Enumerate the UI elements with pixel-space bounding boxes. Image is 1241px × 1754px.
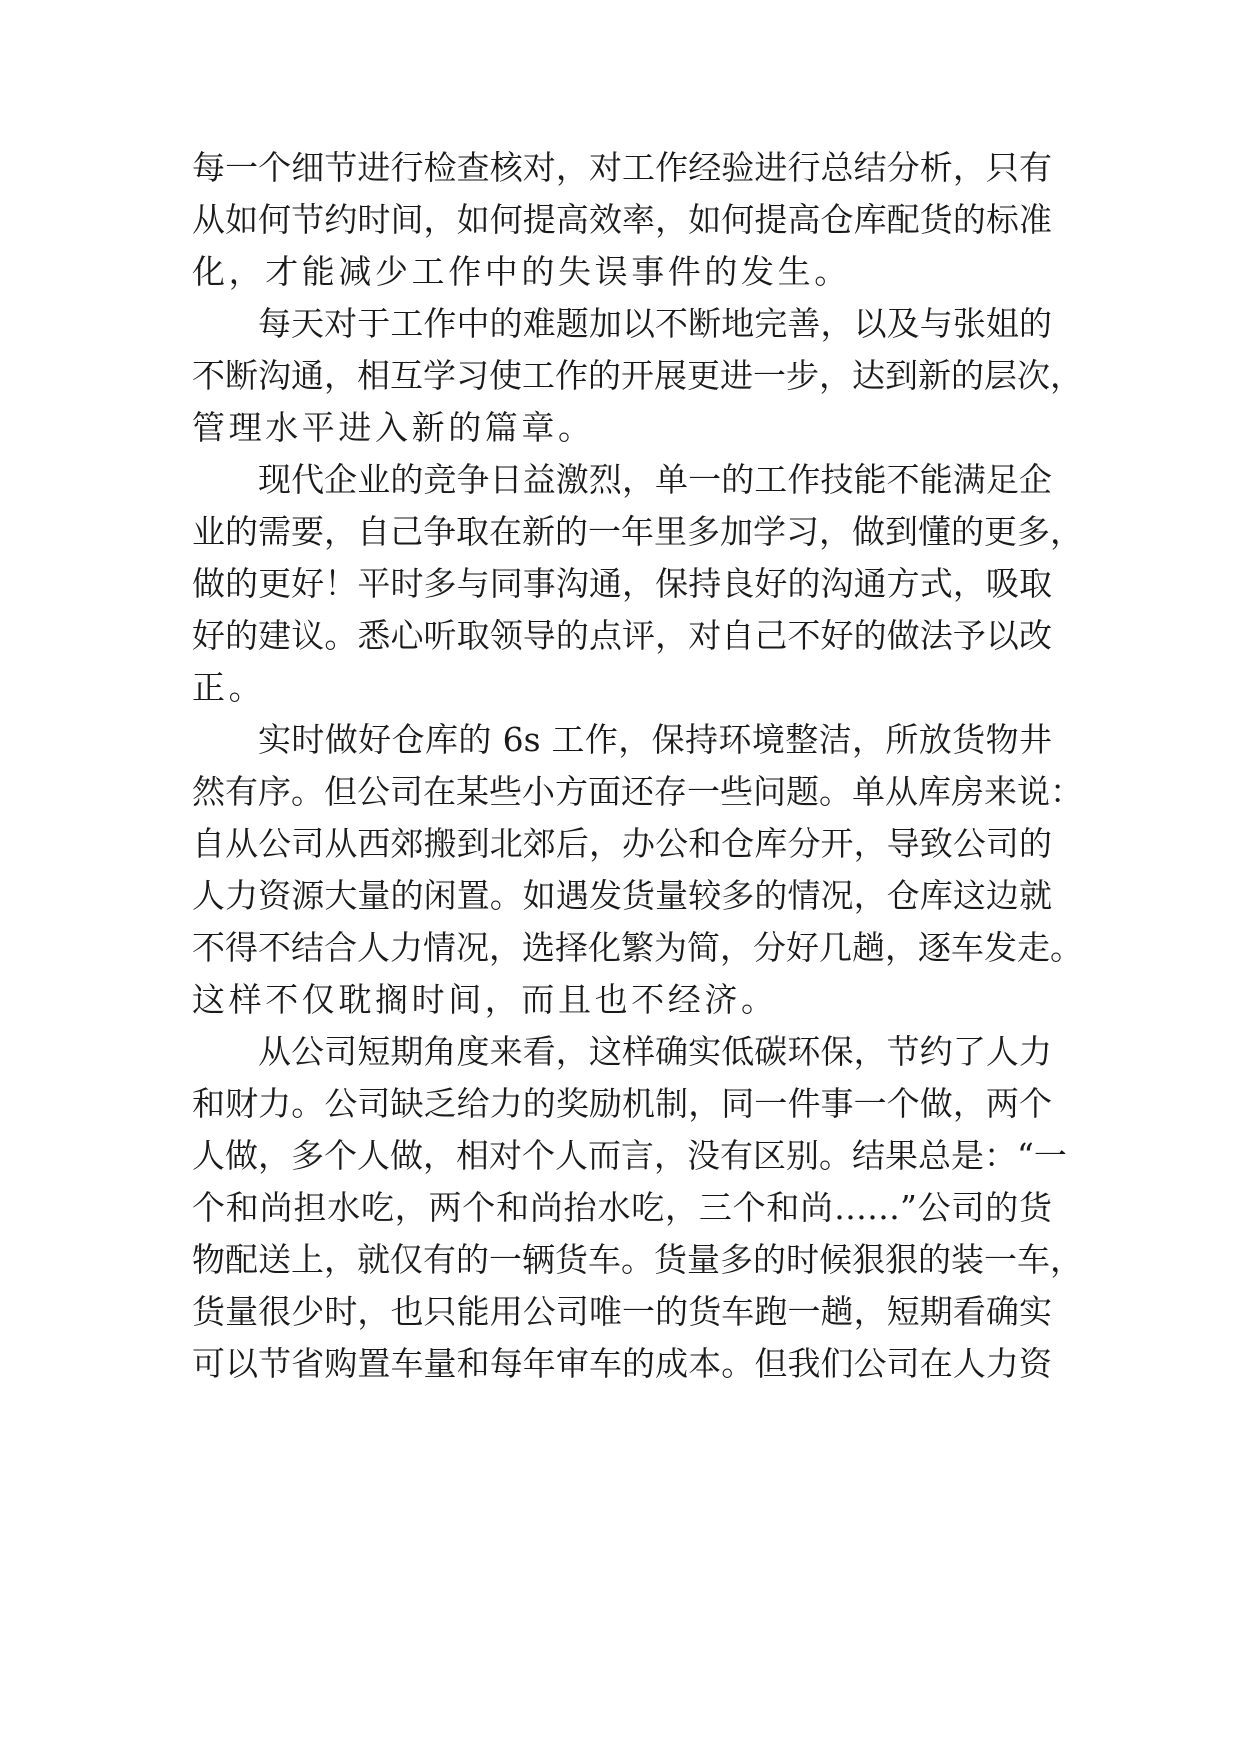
- text-line-21: 个和尚担水吃，两个和尚抬水吃，三个和尚……”公司的货: [192, 1188, 1052, 1227]
- text-line-15: 人力资源大量的闲置。如遇发货量较多的情况，仓库这边就: [192, 876, 1052, 915]
- text-line-23: 货量很少时，也只能用公司唯一的货车跑一趟，短期看确实: [192, 1292, 1052, 1331]
- text-line-13: 然有序。但公司在某些小方面还存一些问题。单从库房来说：: [192, 772, 1083, 811]
- text-line-2: 从如何节约时间，如何提高效率，如何提高仓库配货的标准: [192, 200, 1052, 239]
- text-line-3: 化，才能减少工作中的失误事件的发生。: [192, 252, 851, 291]
- text-line-4: 每天对于工作中的难题加以不断地完善，以及与张姐的: [258, 304, 1052, 343]
- text-line-5: 不断沟通，相互学习使工作的开展更进一步，达到新的层次，: [192, 356, 1083, 395]
- text-line-9: 做的更好！平时多与同事沟通，保持良好的沟通方式，吸取: [192, 564, 1052, 603]
- text-line-17: 这样不仅耽搁时间，而且也不经济。: [192, 980, 778, 1019]
- text-line-12: 实时做好仓库的 6s 工作，保持环境整洁，所放货物井: [258, 720, 1052, 759]
- text-line-14: 自从公司从西郊搬到北郊后，办公和仓库分开，导致公司的: [192, 824, 1052, 863]
- text-line-8: 业的需要，自己争取在新的一年里多加学习，做到懂的更多，: [192, 512, 1083, 551]
- text-line-22: 物配送上，就仅有的一辆货车。货量多的时候狠狠的装一车，: [192, 1240, 1083, 1279]
- text-line-19: 和财力。公司缺乏给力的奖励机制，同一件事一个做，两个: [192, 1084, 1052, 1123]
- text-line-10: 好的建议。悉心听取领导的点评，对自己不好的做法予以改: [192, 616, 1052, 655]
- text-line-1: 每一个细节进行检查核对，对工作经验进行总结分析，只有: [192, 148, 1052, 187]
- text-line-16: 不得不结合人力情况，选择化繁为简，分好几趟，逐车发走。: [192, 928, 1083, 967]
- text-line-24: 可以节省购置车量和每年审车的成本。但我们公司在人力资: [192, 1344, 1052, 1383]
- text-line-11: 正。: [192, 668, 266, 707]
- text-line-7: 现代企业的竞争日益激烈，单一的工作技能不能满足企: [258, 460, 1052, 499]
- text-line-6: 管理水平进入新的篇章。: [192, 408, 595, 447]
- text-line-20: 人做，多个人做，相对个人而言，没有区别。结果总是：“一: [192, 1136, 1067, 1175]
- text-line-18: 从公司短期角度来看，这样确实低碳环保，节约了人力: [258, 1032, 1052, 1071]
